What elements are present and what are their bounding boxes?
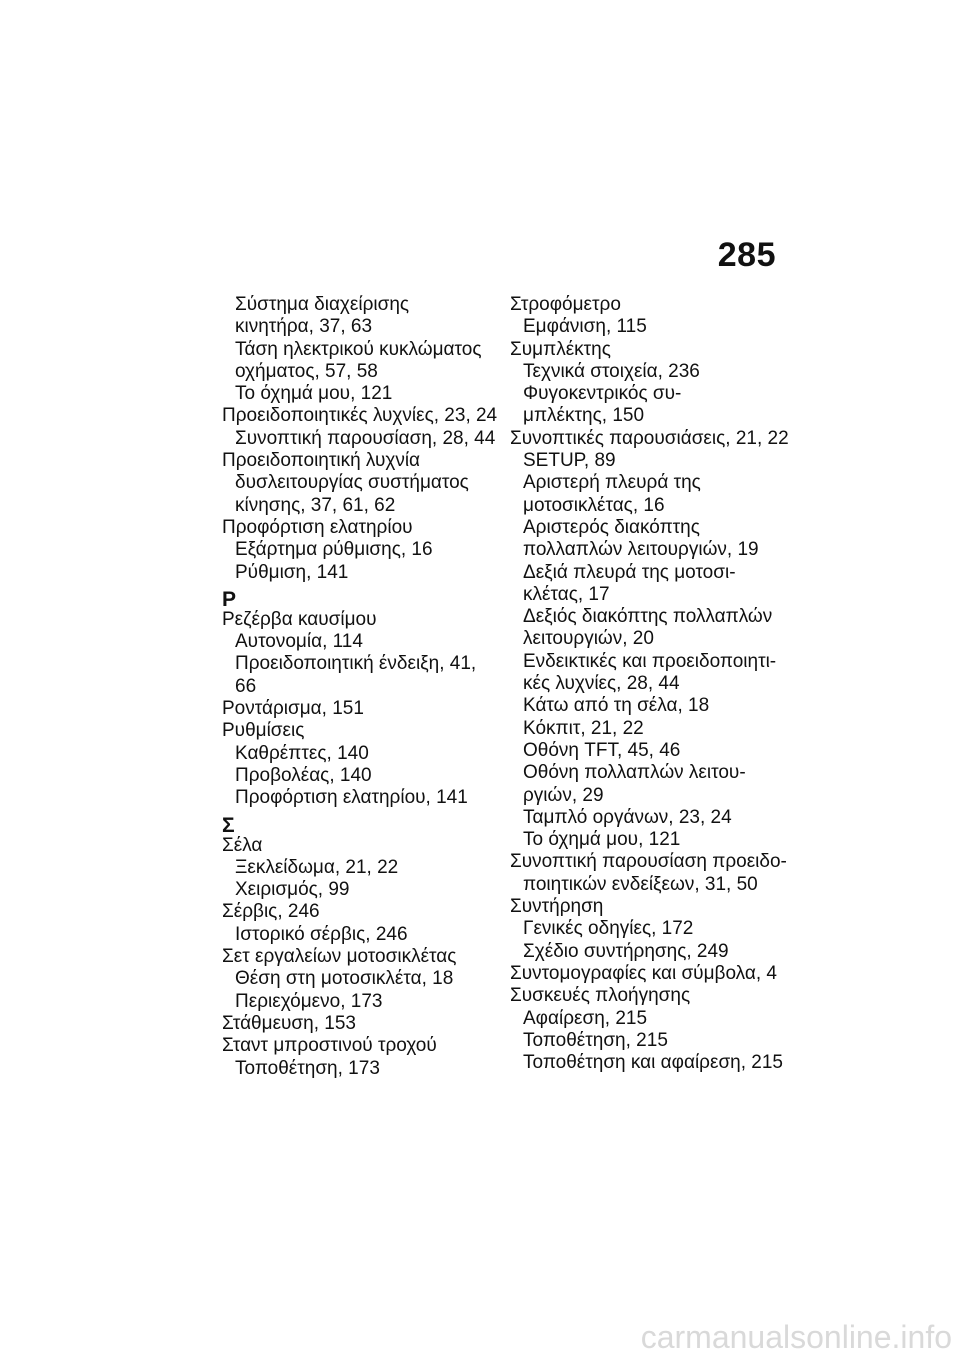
index-subentry: Αφαίρεση, 215 [523,1007,648,1029]
index-entry: Ροντάρισμα, 151 [222,698,364,720]
index-column-right [510,294,790,1074]
index-subentry: κίνησης, 37, 61, 62 [235,494,396,516]
index-subentry: Τοποθέτηση και αφαίρεση, 215 [523,1052,783,1074]
index-subentry: Αυτονομία, 114 [235,631,363,653]
index-entry: Συντομογραφίες και σύμβολα, 4 [510,962,777,984]
index-subentry: Αριστερή πλευρά της [523,472,701,494]
index-subentry: δυσλειτουργίας συστήματος [235,472,469,494]
index-subentry: Τοποθέτηση, 173 [235,1057,380,1079]
index-entry: Συνοπτική παρουσίαση προειδο- [510,851,787,873]
index-subentry: Τοποθέτηση, 215 [523,1029,668,1051]
index-subentry: οχήματος, 57, 58 [235,360,378,382]
index-subentry: μπλέκτης, 150 [523,405,645,427]
index-subentry: Το όχημά μου, 121 [523,829,681,851]
index-subentry: κλέτας, 17 [523,583,610,605]
index-subentry: Δεξιά πλευρά της μοτοσι- [523,561,736,583]
index-subentry: Οθόνη πολλαπλών λειτου- [523,762,746,784]
index-subentry: Ξεκλείδωμα, 21, 22 [235,856,399,878]
index-subentry: κινητήρα, 37, 63 [235,316,373,338]
index-entry: Σταντ μπροστινού τροχού [222,1035,437,1057]
index-subentry: Κάτω από τη σέλα, 18 [523,695,710,717]
index-subentry: Τάση ηλεκτρικού κυκλώματος [235,338,482,360]
index-subentry: μοτοσικλέτας, 16 [523,494,665,516]
index-subentry: λειτουργιών, 20 [523,628,654,650]
index-entry: Ρυθμίσεις [222,720,305,742]
index-entry: Συντήρηση [510,896,604,918]
index-subentry: ργιών, 29 [523,784,604,806]
index-subentry: Περιεχόμενο, 173 [235,990,383,1012]
index-entry: Σέρβις, 246 [222,901,320,923]
index-subentry: Σύστημα διαχείρισης [235,294,410,315]
index-subentry: Προφόρτιση ελατηρίου, 141 [235,787,468,809]
index-entry: Ρεζέρβα καυσίμου [222,608,377,630]
index-entry: Σέλα [222,834,263,856]
index-subentry: Θέση στη μοτοσικλέτα, 18 [235,968,454,990]
index-subentry: SETUP, 89 [523,450,616,472]
index-subentry: Ιστορικό σέρβις, 246 [235,923,408,945]
index-entry: Συμπλέκτης [510,338,611,360]
watermark: carmanualsonline.info [640,1319,952,1355]
index-subentry: Δεξιός διακόπτης πολλαπλών [523,606,773,628]
index-subentry: Το όχημά μου, 121 [235,383,393,405]
index-entry: Συσκευές πλοήγησης [510,985,691,1007]
index-subentry: Ενδεικτικές και προειδοποιητι- [523,650,777,672]
index-entry: Προειδοποιητική λυχνία [222,450,421,472]
index-subentry: Κόκπιτ, 21, 22 [523,717,644,739]
index-entry: Συνοπτικές παρουσιάσεις, 21, 22 [510,427,789,449]
page-number: 285 [717,236,776,274]
index-subentry: Προβολέας, 140 [235,764,372,786]
index-subentry: Εμφάνιση, 115 [523,316,647,338]
index-subentry: Ταμπλό οργάνων, 23, 24 [523,806,732,828]
index-letter-heading: P [222,587,237,611]
index-subentry: Ρύθμιση, 141 [235,561,349,583]
index-subentry: πολλαπλών λειτουργιών, 19 [523,539,759,561]
index-subentry: κές λυχνίες, 28, 44 [523,673,680,695]
index-subentry: Γενικές οδηγίες, 172 [523,918,694,940]
index-subentry: Χειρισμός, 99 [235,879,350,901]
index-subentry: Προειδοποιητική ένδειξη, 41, [235,653,477,675]
index-entry: Σετ εργαλείων μοτοσικλέτας [222,946,457,968]
index-subentry: ποιητικών ενδείξεων, 31, 50 [523,873,758,895]
index-column-left [222,294,507,1080]
index-subentry: Σχέδιο συντήρησης, 249 [523,940,729,962]
index-subentry: Αριστερός διακόπτης [523,516,700,538]
index-entry: Προειδοποιητικές λυχνίες, 23, 24 [222,405,498,427]
index-entry: Προφόρτιση ελατηρίου [222,516,413,538]
index-subentry: Καθρέπτες, 140 [235,742,369,764]
index-subentry: Συνοπτική παρουσίαση, 28, 44 [235,427,496,449]
index-subentry: Τεχνικά στοιχεία, 236 [523,360,700,382]
index-subentry: Φυγοκεντρικός συ- [523,383,682,405]
index-subentry: 66 [235,675,257,697]
index-entry: Στροφόμετρο [510,294,621,315]
index-entry: Στάθμευση, 153 [222,1012,356,1034]
index-subentry: Οθόνη TFT, 45, 46 [523,739,681,761]
index-letter-heading: Σ [222,813,235,837]
index-subentry: Εξάρτημα ρύθμισης, 16 [235,539,433,561]
